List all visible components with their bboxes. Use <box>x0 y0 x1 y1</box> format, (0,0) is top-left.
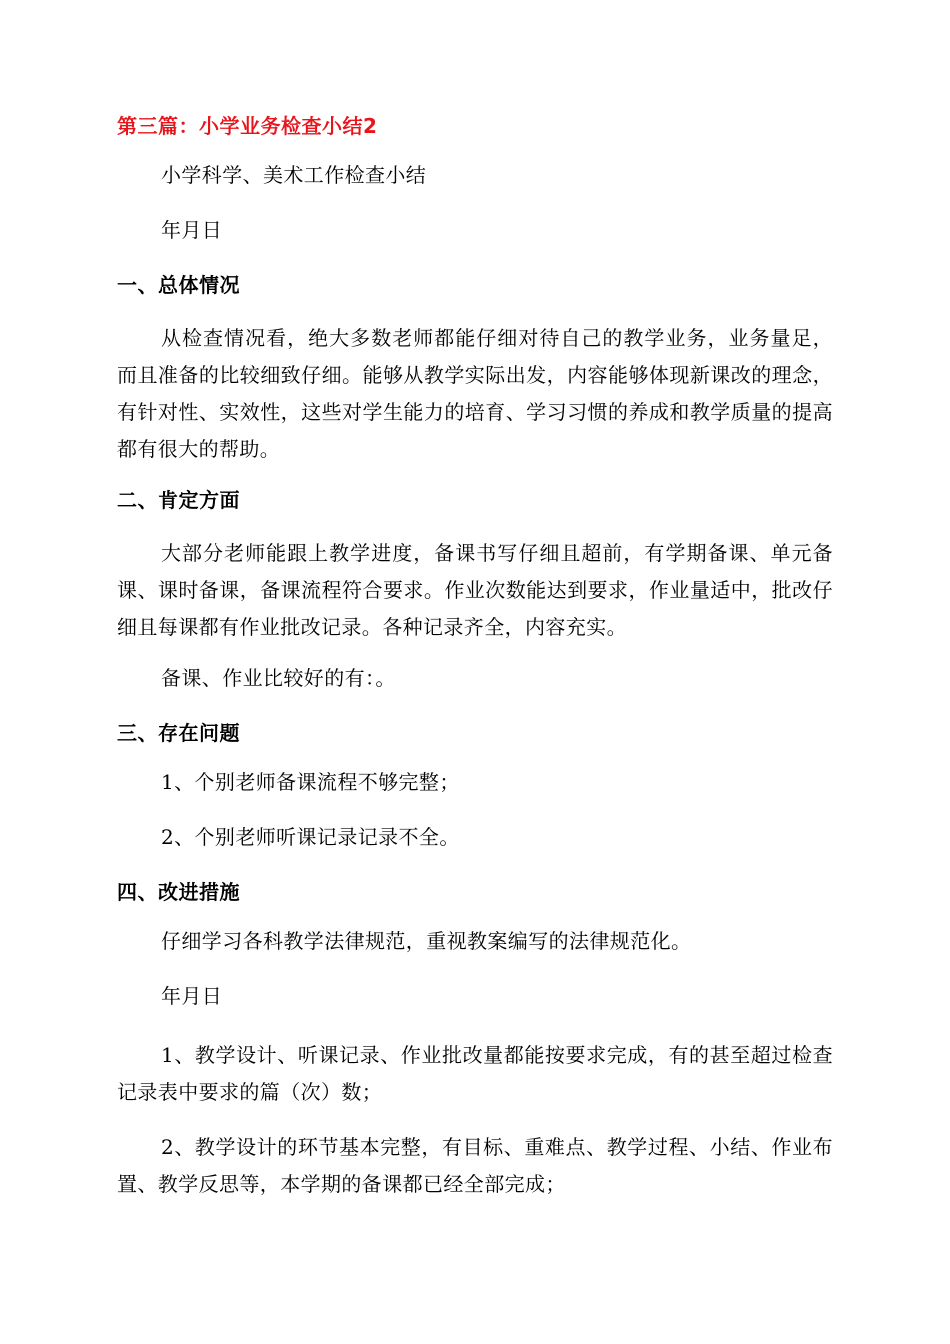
section-heading-problems: 三、存在问题 <box>117 721 240 745</box>
summary-point-2: 2、教学设计的环节基本完整，有目标、重难点、教学过程、小结、作业布置、教学反思等，本学期的备课都已经全部完成； <box>117 1135 833 1196</box>
problem-item-1: 1、个别老师备课流程不够完整； <box>161 770 460 794</box>
subtitle: 小学科学、美术工作检查小结 <box>161 163 427 187</box>
document-body <box>117 112 833 1221</box>
date-line-2: 年月日 <box>161 984 223 1008</box>
date-line: 年月日 <box>161 218 223 242</box>
problem-item-2: 2、个别老师听课记录记录不全。 <box>161 825 460 849</box>
improvement-paragraph: 仔细学习各科教学法律规范，重视教案编写的法律规范化。 <box>161 929 692 953</box>
positive-paragraph: 大部分老师能跟上教学进度，备课书写仔细且超前，有学期备课、单元备课、课时备课，备课流程符合要求。作业次数能达到要求，作业量适中，批改仔细且每课都有作业批改记录。各种记录齐全，内容充实。 <box>117 541 833 639</box>
summary-point-1: 1、教学设计、听课记录、作业批改量都能按要求完成，有的甚至超过检查记录表中要求的篇（次）数； <box>117 1043 833 1104</box>
positive-examples-line: 备课、作业比较好的有：。 <box>161 666 396 690</box>
document-title: 第三篇：小学业务检查小结2 <box>117 114 378 138</box>
section-heading-improvements: 四、改进措施 <box>117 880 240 904</box>
overview-paragraph: 从检查情况看，绝大多数老师都能仔细对待自己的教学业务，业务量足，而且准备的比较细致仔细。能够从教学实际出发，内容能够体现新课改的理念，有针对性、实效性，这些对学生能力的培育、学习习惯的养成和教学质量的提高都有很大的帮助。 <box>117 326 833 461</box>
section-heading-overview: 一、总体情况 <box>117 273 240 297</box>
section-heading-positive: 二、肯定方面 <box>117 488 240 512</box>
